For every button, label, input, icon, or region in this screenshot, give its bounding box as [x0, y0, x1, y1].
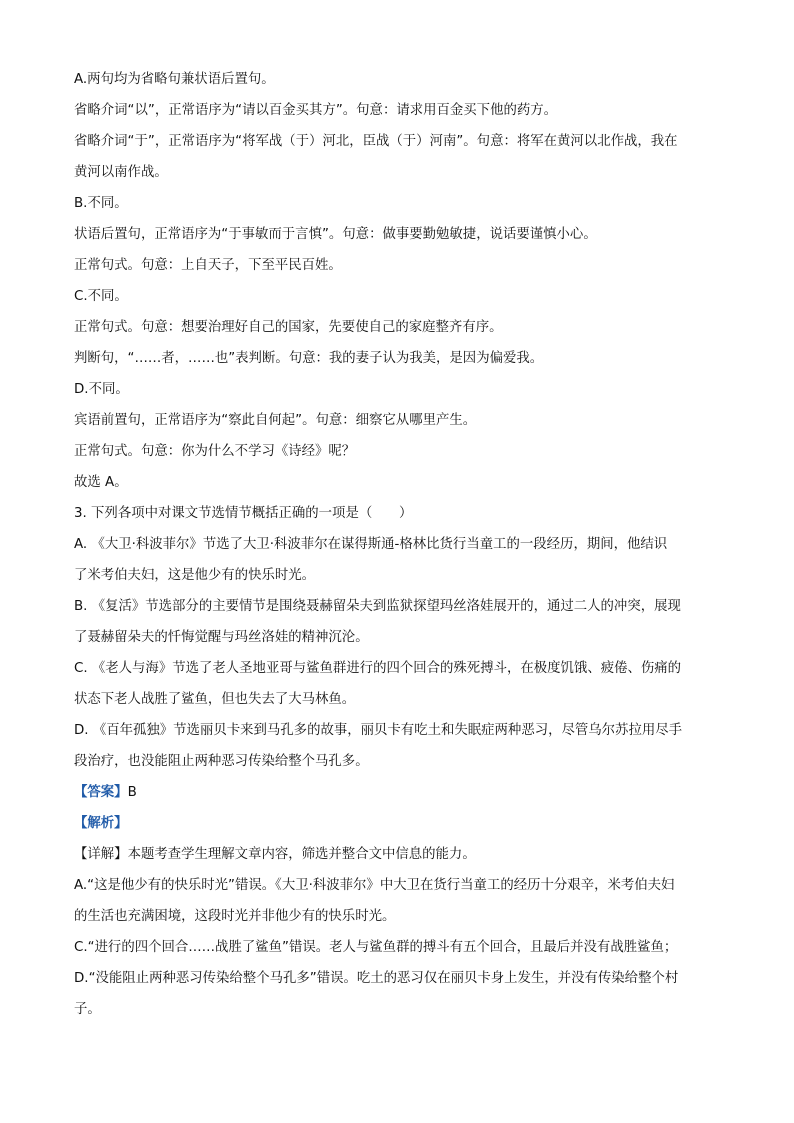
- answer-tag: 【答案】: [74, 785, 128, 800]
- text-line: D.不同。: [74, 382, 129, 397]
- text-line: 正常句式。句意：你为什么不学习《诗经》呢？: [74, 444, 356, 459]
- answer-value: B: [127, 785, 137, 800]
- explain-line: 子。: [74, 1002, 101, 1017]
- explain-line: D.“没能阻止两种恶习传染给整个马孔多”错误。吃土的恶习仅在丽贝卡身上发生，并没有传染给整个村: [74, 971, 679, 986]
- explain-line: 的生活也充满困境，这段时光并非他少有的快乐时光。: [74, 909, 396, 924]
- option-a-line: 了米考伯夫妇，这是他少有的快乐时光。: [74, 568, 316, 583]
- text-line: 宾语前置句，正常语序为“察此自何起”。句意：细察它从哪里产生。: [74, 413, 477, 428]
- analysis-tag: 【解析】: [74, 816, 128, 831]
- answer-line: [74, 777, 724, 808]
- explain-line: C.“进行的四个回合……战胜了鲨鱼”错误。老人与鲨鱼群的搏斗有五个回合，且最后并没有战胜鲨鱼；: [74, 940, 678, 955]
- option-c-line: 状态下老人战胜了鲨鱼，但也失去了大马林鱼。: [74, 692, 356, 707]
- detail-text: 本题考查学生理解文章内容，筛选并整合文中信息的能力。: [127, 847, 476, 862]
- text-line: 黄河以南作战。: [74, 165, 168, 180]
- option-d-line: 段治疗，也没能阻止两种恶习传染给整个马孔多。: [74, 754, 369, 769]
- detail-line: [74, 839, 724, 870]
- text-line: 省略介词“于”，正常语序为“将军战（于）河北，臣战（于）河南”。句意：将军在黄河以北作战，我在: [74, 134, 678, 149]
- option-b-line: 了聂赫留朵夫的忏悔觉醒与玛丝洛娃的精神沉沦。: [74, 630, 369, 645]
- option-c-line: C. 《老人与海》节选了老人圣地亚哥与鲨鱼群进行的四个回合的殊死搏斗，在极度饥饿、疲倦、伤痛的: [74, 661, 682, 676]
- text-line: C.不同。: [74, 289, 128, 304]
- text-line: 故选 A。: [74, 475, 128, 490]
- text-line: 判断句，“……者，……也”表判断。句意：我的妻子认为我美，是因为偏爱我。: [74, 351, 544, 366]
- option-a-line: A. 《大卫·科波菲尔》节选了大卫·科波菲尔在谋得斯通-格林比货行当童工的一段经历，期间，他结识: [74, 537, 668, 552]
- text-line: A.两句均为省略句兼状语后置句。: [74, 72, 275, 87]
- option-d-line: D. 《百年孤独》节选丽贝卡来到马孔多的故事，丽贝卡有吃土和失眠症两种恶习，尽管乌尔苏拉用尽手: [74, 723, 683, 738]
- document-body: [74, 64, 724, 1025]
- detail-tag: 【详解】: [74, 847, 128, 862]
- text-line: 正常句式。句意：想要治理好自己的国家，先要使自己的家庭整齐有序。: [74, 320, 503, 335]
- text-line: 省略介词“以”，正常语序为“请以百金买其方”。句意：请求用百金买下他的药方。: [74, 103, 558, 118]
- text-line: 正常句式。句意：上自天子，下至平民百姓。: [74, 258, 342, 273]
- question-stem: 3. 下列各项中对课文节选情节概括正确的一项是（ ）: [74, 506, 413, 521]
- text-line: 状语后置句，正常语序为“于事敏而于言慎”。句意：做事要勤勉敏捷，说话要谨慎小心。: [74, 227, 597, 242]
- text-line: B.不同。: [74, 196, 128, 211]
- option-b-line: B. 《复活》节选部分的主要情节是围绕聂赫留朵夫到监狱探望玛丝洛娃展开的，通过二人的冲突，展现: [74, 599, 681, 614]
- analysis-line: [74, 808, 724, 839]
- explain-line: A.“这是他少有的快乐时光”错误。《大卫·科波菲尔》中大卫在货行当童工的经历十分艰辛，米考伯夫妇: [74, 878, 675, 893]
